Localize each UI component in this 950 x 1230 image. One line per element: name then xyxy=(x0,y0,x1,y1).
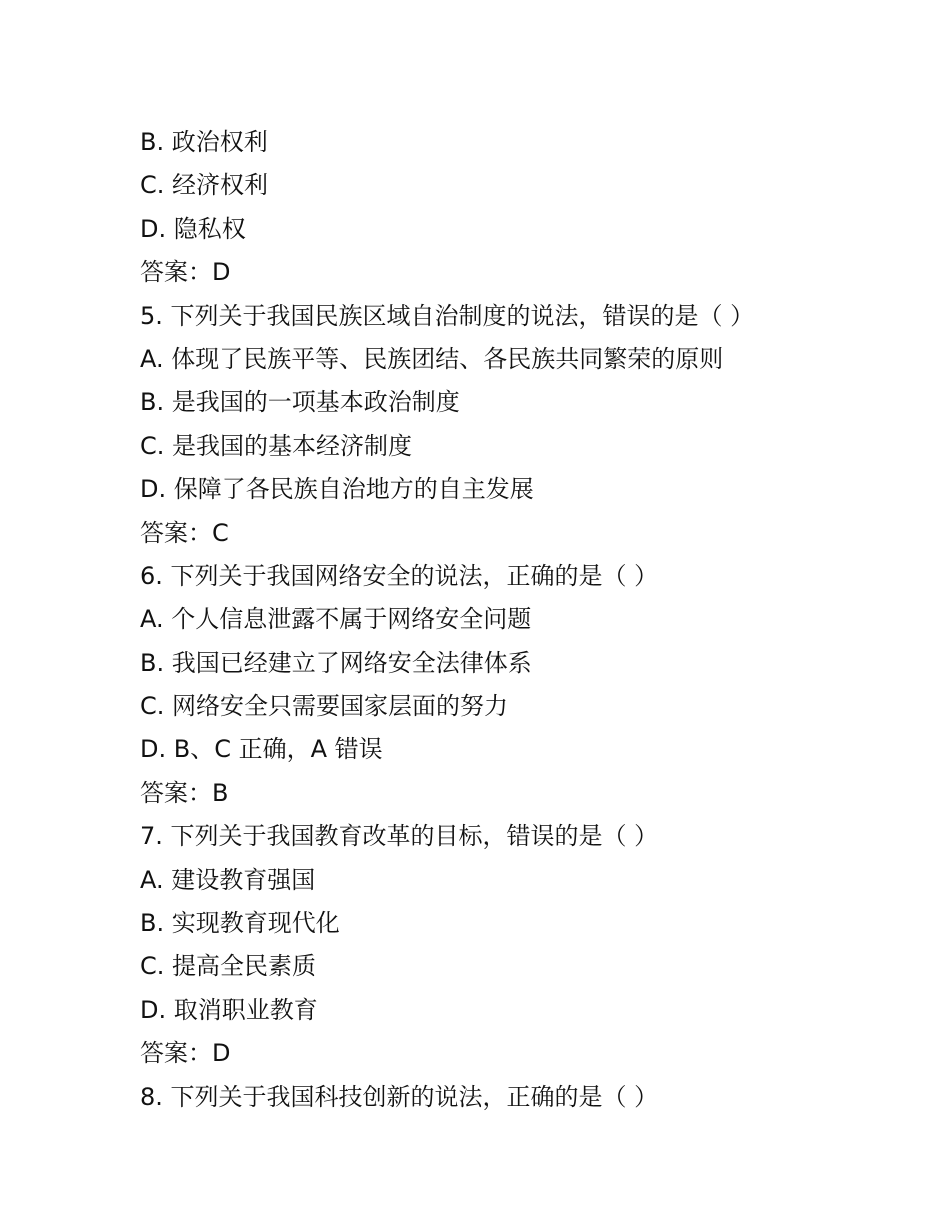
option-text: A. 个人信息泄露不属于网络安全问题 xyxy=(140,605,532,634)
option-text: C. 网络安全只需要国家层面的努力 xyxy=(140,692,509,721)
option-text: D. 保障了各民族自治地方的自主发展 xyxy=(140,475,534,504)
question-text: 8. 下列关于我国科技创新的说法，正确的是（ ） xyxy=(140,1082,659,1111)
option-text: D. 取消职业教育 xyxy=(140,995,318,1024)
option-text: A. 建设教育强国 xyxy=(140,865,316,894)
document-page xyxy=(140,121,900,1119)
option-text: B. 我国已经建立了网络安全法律体系 xyxy=(140,648,532,677)
answer-text: 答案：D xyxy=(140,258,231,287)
option-text: C. 提高全民素质 xyxy=(140,952,317,981)
option-text: B. 实现教育现代化 xyxy=(140,909,340,938)
question-text: 5. 下列关于我国民族区域自治制度的说法，错误的是（ ） xyxy=(140,301,755,330)
question-text: 7. 下列关于我国教育改革的目标，错误的是（ ） xyxy=(140,822,659,851)
answer-text: 答案：D xyxy=(140,1039,231,1068)
option-text: B. 是我国的一项基本政治制度 xyxy=(140,388,460,417)
option-text: A. 体现了民族平等、民族团结、各民族共同繁荣的原则 xyxy=(140,344,724,373)
option-text: D. 隐私权 xyxy=(140,214,246,243)
question-text: 6. 下列关于我国网络安全的说法，正确的是（ ） xyxy=(140,561,659,590)
option-text: C. 经济权利 xyxy=(140,171,269,200)
option-text: C. 是我国的基本经济制度 xyxy=(140,431,413,460)
answer-text: 答案：C xyxy=(140,518,229,547)
option-text: B. 政治权利 xyxy=(140,128,268,156)
answer-text: 答案：B xyxy=(140,778,229,807)
option-text: D. B、C 正确，A 错误 xyxy=(140,735,383,764)
